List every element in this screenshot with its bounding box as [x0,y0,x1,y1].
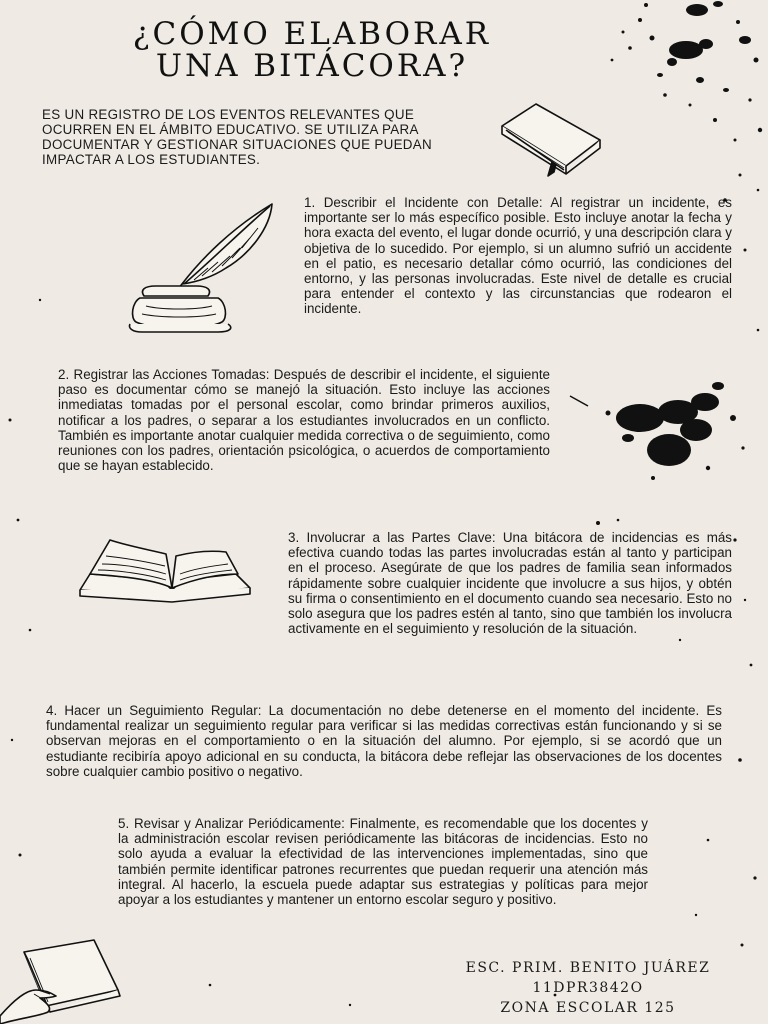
section-5-periodic-review: 5. Revisar y Analizar Periódicamente: Finalmente, es recomendable que los docentes y la administración escolar revisen periódicamente las bitácoras de incidencias. Esto no solo ayuda a evaluar la efectividad de las intervenciones implementadas, sino que también permite identificar patrones recurrentes que puedan requerir una atención más integral. Al hacerlo, la escuela puede adaptar sus estrategias y políticas para mejor apoyar a los estudiantes y mantener un entorno escolar seguro y positivo. [118,816,648,908]
section-1-describe-incident: 1. Describir el Incidente con Detalle: Al registrar un incidente, es importante ser lo más específico posible. Esto incluye anotar la fecha y hora exacta del evento, el lugar donde ocurrió, y una descripción clara y objetiva de lo sucedido. Por ejemplo, si un alumno sufrió un accidente en el patio, es necesario detallar cómo ocurrió, las condiciones del entorno, y las personas involucradas. Este nivel de detalle es crucial para entender el contexto y las circunstancias que rodearon el incidente. [304,195,732,317]
school-footer [420,958,756,1018]
closed-book-icon [496,100,606,180]
school-zone: ZONA ESCOLAR 125 [500,1000,676,1016]
hand-holding-book-icon [0,934,130,1024]
intro-paragraph: ES UN REGISTRO DE LOS EVENTOS RELEVANTES QUE OCURREN EN EL ÁMBITO EDUCATIVO. SE UTILIZA PARA DOCUMENTAR Y GESTIONAR SITUACIONES QUE PUEDAN IMPACTAR A LOS ESTUDIANTES. [42,107,432,167]
page-title [72,18,552,82]
title-line-2: UNA BITÁCORA? [155,48,469,84]
title-line-1: ¿CÓMO ELABORAR [132,16,492,52]
quill-inkwell-icon [122,198,282,338]
section-2-register-actions: 2. Registrar las Acciones Tomadas: Después de describir el incidente, el siguiente paso es documentar cómo se manejó la situación. Esto incluye las acciones inmediatas tomadas por el personal escolar, como brindar primeros auxilios, notificar a los padres, o separar a los estudiantes involucrados en un conflicto. También es importante anotar cualquier medida correctiva o de seguimiento, como reuniones con los padres, orientación psicológica, o acuerdos de comportamiento que se hayan establecido. [58,367,550,474]
section-3-involve-key-parties: 3. Involucrar a las Partes Clave: Una bitácora de incidencias es más efectiva cuando todas las partes involucradas están al tanto y participan en el proceso. Asegúrate de que los padres de familia sean informados rápidamente sobre cualquier incidente que involucre a sus hijos, y obtén su firma o consentimiento en el documento cuando sea necesario. Esto no solo asegura que los padres estén al tanto, sino que también los involucra activamente en el seguimiento y resolución de la situación. [288,530,732,637]
section-4-regular-followup: 4. Hacer un Seguimiento Regular: La documentación no debe detenerse en el momento del incidente. Es fundamental realizar un seguimiento regular para verificar si las medidas correctivas están funcionando y si se observan mejoras en el comportamiento o en la situación del alumno. Por ejemplo, si se acordó que un estudiante recibiría apoyo adicional en su conducta, la bitácora debe reflejar las observaciones de los docentes sobre cualquier cambio positivo o negativo. [46,703,722,779]
school-code: 11DPR3842O [532,980,644,996]
open-book-icon [76,534,256,604]
school-name: ESC. PRIM. BENITO JUÁREZ [465,960,711,976]
